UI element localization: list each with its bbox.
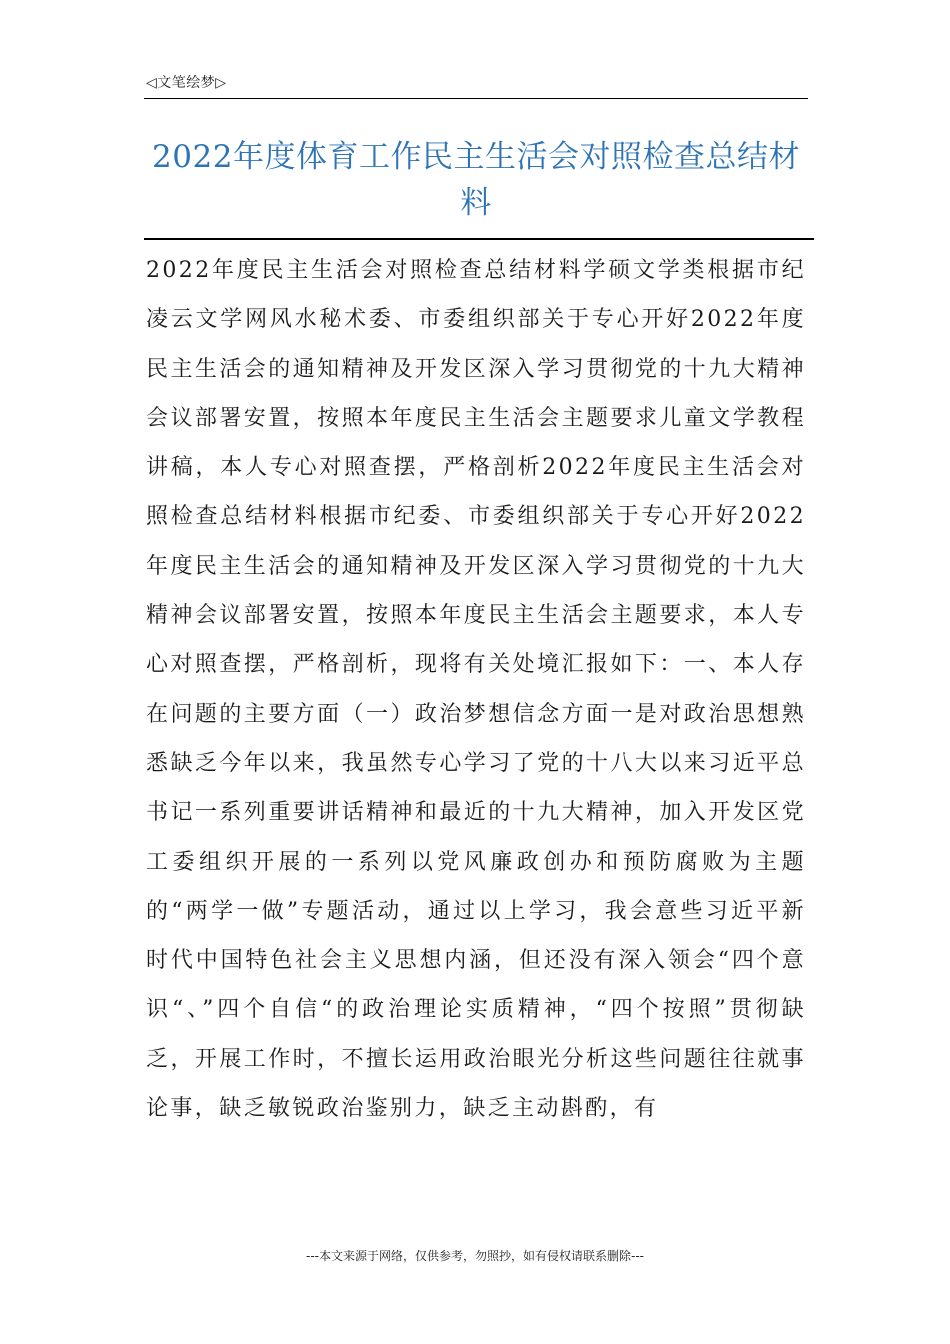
header-divider [144,98,808,99]
footer-disclaimer: ---本文来源于网络，仅供参考，勿照抄，如有侵权请联系删除--- [306,1249,644,1263]
document-title: 2022年度体育工作民主生活会对照检查总结材料 [152,139,800,221]
header-brand: ◁文笔绘梦▷ [146,75,227,91]
document-body: 2022年度民主生活会对照检查总结材料学硕文学类根据市纪凌云文学网风水秘术委、市委组织部关于专心开好2022年度民主生活会的通知精神及开发区深入学习贯彻党的十九大精神会议部署安置，按照本年度民主生活会主题要求儿童文学教程讲稿，本人专心对照查摆，严格剖析2022年度民主生活会对照检查总结材料根据市纪委、市委组织部关于专心开好2022年度民主生活会的通知精神及开发区深入学习贯彻党的十九大精神会议部署安置，按照本年度民主生活会主题要求，本人专心对照查摆，严格剖析，现将有关处境汇报如下：一、本人存在问题的主要方面（一）政治梦想信念方面一是对政治思想熟悉缺乏今年以来，我虽然专心学习了党的十八大以来习近平总书记一系列重要讲话精神和最近的十九大精神，加入开发区党工委组织开展的一系列以党风廉政创办和预防腐败为主题的“两学一做”专题活动，通过以上学习，我会意些习近平新时代中国特色社会主义思想内涵，但还没有深入领会“四个意识“、”四个自信“的政治理论实质精神，“四个按照”贯彻缺乏，开展工作时，不擅长运用政治眼光分析这些问题往往就事论事，缺乏敏锐政治鉴别力，缺乏主动斟酌，有 [146,258,806,1122]
title-divider [144,238,814,240]
